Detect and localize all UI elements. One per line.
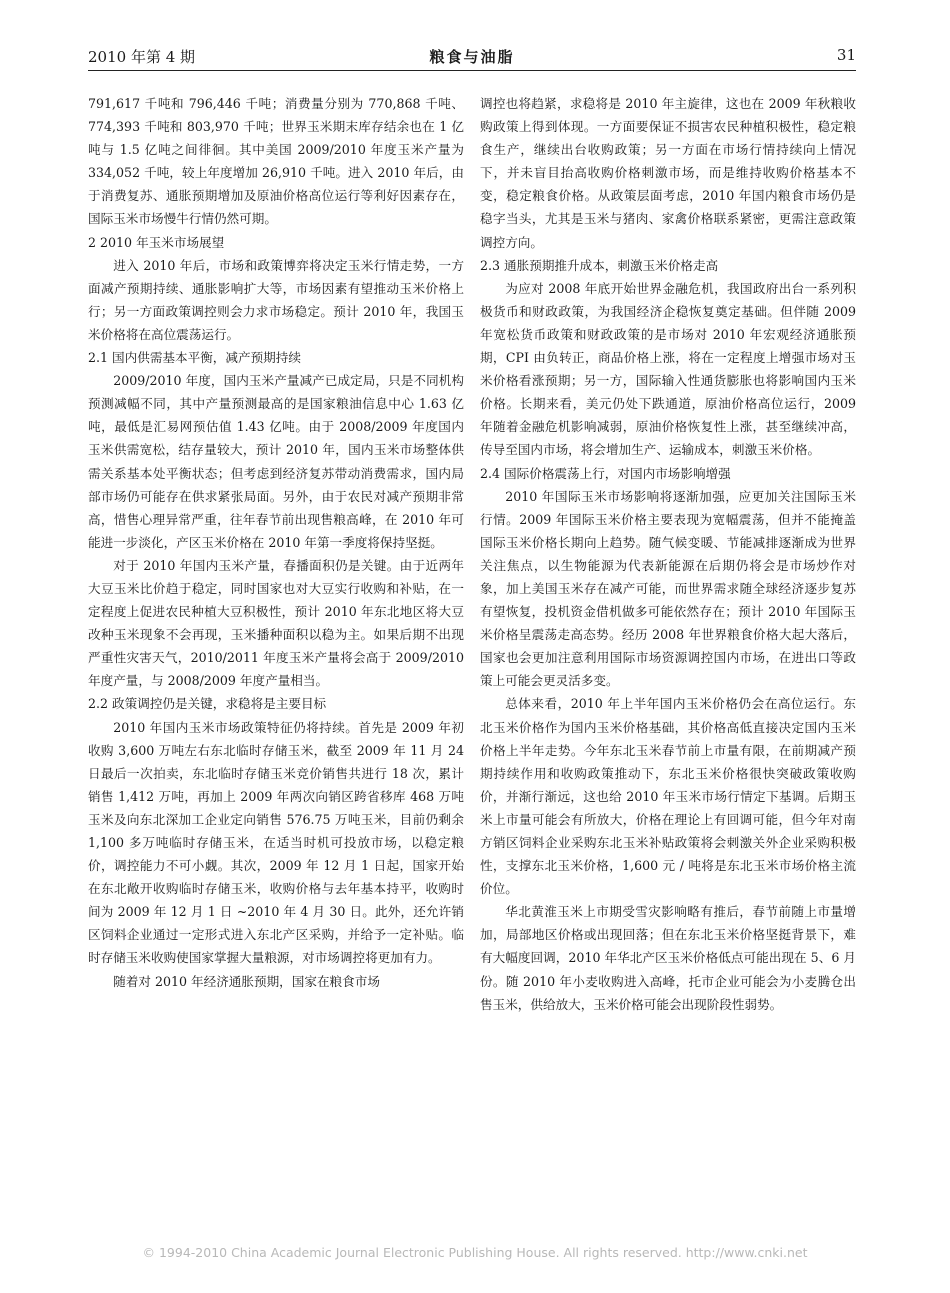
running-header (88, 46, 856, 70)
journal-title: 粮食与油脂 (429, 48, 515, 66)
body-paragraph: 进入 2010 年后，市场和政策博弈将决定玉米行情走势，一方面减产预期持续、通胀影响扩大等，市场因素有望推动玉米价格上行；另一方面政策调控则会力求市场稳定。预计 2010 年，我国玉米价格将在高位震荡运行。 (88, 257, 464, 342)
header-rule (88, 70, 856, 71)
section-heading-2-1: 2.1 国内供需基本平衡，减产预期持续 (88, 350, 301, 366)
page-number: 31 (836, 46, 856, 64)
section-heading-2-2: 2.2 政策调控仍是关键，求稳将是主要目标 (88, 696, 327, 712)
section-heading-2-3: 2.3 通胀预期推升成本，刺激玉米价格走高 (480, 257, 719, 273)
body-paragraph: 对于 2010 年国内玉米产量，春播面积仍是关键。由于近两年大豆玉米比价趋于稳定，同时国家也对大豆实行收购和补贴，在一定程度上促进农民种植大豆积极性，预计 2010 年东北地区将大豆改种玉米现象不会再现，玉米播种面积以稳为主。如果后期不出现严重性灾害天气，2010/2011 年度玉米产量将会高于 2009/2010 年度产量，与 2008/2009 年度产量相当。 (88, 557, 464, 689)
left-column (88, 92, 464, 993)
continuation-paragraph: 调控也将趋紧，求稳将是 2010 年主旋律，这也在 2009 年秋粮收购政策上得到体现。一方面要保证不损害农民种植积极性，稳定粮食生产，继续出台收购政策；另一方面在市场行情持续向上情况下，并未盲目抬高收购价格刺激市场，而是维持收购价格基本不变，稳定粮食价格。从政策层面考虑，2010 年国内粮食市场仍是稳字当头，尤其是玉米与猪肉、家禽价格联系紧密，更需注意政策调控方向。 (480, 96, 856, 250)
body-paragraph: 为应对 2008 年底开始世界金融危机，我国政府出台一系列积极货币和财政政策，为我国经济企稳恢复奠定基础。但伴随 2009 年宽松货币政策和财政政策的是市场对 2010 年宏观经济通胀预期，CPI 由负转正，商品价格上涨，将在一定程度上增强市场对玉米价格看涨预期；另一方，国际输入性通货膨胀也将影响国内玉米价格。长期来看，美元仍处下跌通道，原油价格高位运行，2009 年随着金融危机影响减弱，原油价格恢复性上涨，甚至继续冲高，传导至国内市场，将会增加生产、运输成本，刺激玉米价格。 (480, 280, 856, 458)
section-heading-2-4: 2.4 国际价格震荡上行，对国内市场影响增强 (480, 465, 731, 481)
body-paragraph: 华北黄淮玉米上市期受雪灾影响略有推后，春节前随上市量增加，局部地区价格或出现回落；但在东北玉米价格坚挺背景下，难有大幅度回调，2010 年华北产区玉米价格低点可能出现在 5、6 月份。随 2010 年小麦收购进入高峰，托市企业可能会为小麦腾仓出售玉米，供给放大，玉米价格可能会出现阶段性弱势。 (480, 904, 856, 1012)
continuation-paragraph: 791,617 千吨和 796,446 千吨；消费量分别为 770,868 千吨、774,393 千吨和 803,970 千吨；世界玉米期末库存结余也在 1 亿吨与 1.5 亿吨之间徘徊。其中美国 2009/2010 年度玉米产量为 334,052 千吨，较上年度增加 26,910 千吨。进入 2010 年后，由于消费复苏、通胀预期增加及原油价格高位运行等利好因素存在，国际玉米市场慢牛行情仍然可期。 (88, 96, 464, 227)
body-paragraph: 2010 年国际玉米市场影响将逐渐加强，应更加关注国际玉米行情。2009 年国际玉米价格主要表现为宽幅震荡，但并不能掩盖国际玉米价格长期向上趋势。随气候变暖、节能减排逐渐成为世界关注焦点，以生物能源为代表新能源在后期仍将会是市场炒作对象，加上美国玉米存在减产可能，而世界需求随全球经济逐步复苏有望恢复，投机资金借机做多可能依然存在；预计 2010 年国际玉米价格呈震荡走高态势。经历 2008 年世界粮食价格大起大落后，国家也会更加注意利用国际市场资源调控国内市场，在进出口等政策上可能会更灵活多变。 (480, 488, 856, 689)
copyright-footer: © 1994-2010 China Academic Journal Electronic Publishing House. All rights reserved. http://www.cnki.net (142, 1245, 808, 1260)
issue-label: 2010 年第 4 期 (88, 48, 196, 66)
body-paragraph: 随着对 2010 年经济通胀预期，国家在粮食市场 (113, 973, 380, 989)
section-heading-2: 2 2010 年玉米市场展望 (88, 234, 225, 250)
body-paragraph: 总体来看，2010 年上半年国内玉米价格仍会在高位运行。东北玉米价格作为国内玉米价格基础，其价格高低直接决定国内玉米价格上半年走势。今年东北玉米春节前上市量有限，在前期减产预期持续作用和收购政策推动下，东北玉米价格很快突破政策收购价，并渐行渐远，这也给 2010 年玉米市场行情定下基调。后期玉米上市量可能会有所放大，价格在理论上有回调可能，但今年对南方销区饲料企业采购东北玉米补贴政策将会刺激关外企业采购积极性，支撑东北玉米价格，1,600 元 / 吨将是东北玉米市场价格主流价位。 (480, 696, 856, 897)
body-paragraph: 2010 年国内玉米市场政策特征仍将持续。首先是 2009 年初收购 3,600 万吨左右东北临时存储玉米，截至 2009 年 11 月 24 日最后一次拍卖，东北临时存储玉米竞价销售共进行 18 次，累计销售 1,412 万吨，再加上 2009 年两次向销区跨省移库 468 万吨玉米及向东北深加工企业定向销售 576.75 万吨玉米，目前仍剩余 1,100 多万吨临时存储玉米，在适当时机可投放市场，以稳定粮价，调控能力不可小觑。其次，2009 年 12 月 1 日起，国家开始在东北敞开收购临时存储玉米，收购价格与去年基本持平，收购时间为 2009 年 12 月 1 日 ~2010 年 4 月 30 日。此外，还允许销区饲料企业通过一定形式进入东北产区采购，并给予一定补贴。临时存储玉米收购使国家掌握大量粮源，对市场调控将更加有力。 (88, 719, 464, 966)
body-paragraph: 2009/2010 年度，国内玉米产量减产已成定局，只是不同机构预测减幅不同，其中产量预测最高的是国家粮油信息中心 1.63 亿吨，最低是汇易网预估值 1.43 亿吨。由于 2008/2009 年度国内玉米供需宽松，结存量较大，预计 2010 年，国内玉米市场整体供需关系基本处平衡状态；但考虑到经济复苏带动消费需求，国内局部市场仍可能存在供求紧张局面。另外，由于农民对减产预期非常高，惜售心理异常严重，往年春节前出现售粮高峰，在 2010 年可能进一步淡化，产区玉米价格在 2010 年第一季度将保持坚挺。 (88, 373, 464, 550)
right-column (480, 92, 856, 1016)
